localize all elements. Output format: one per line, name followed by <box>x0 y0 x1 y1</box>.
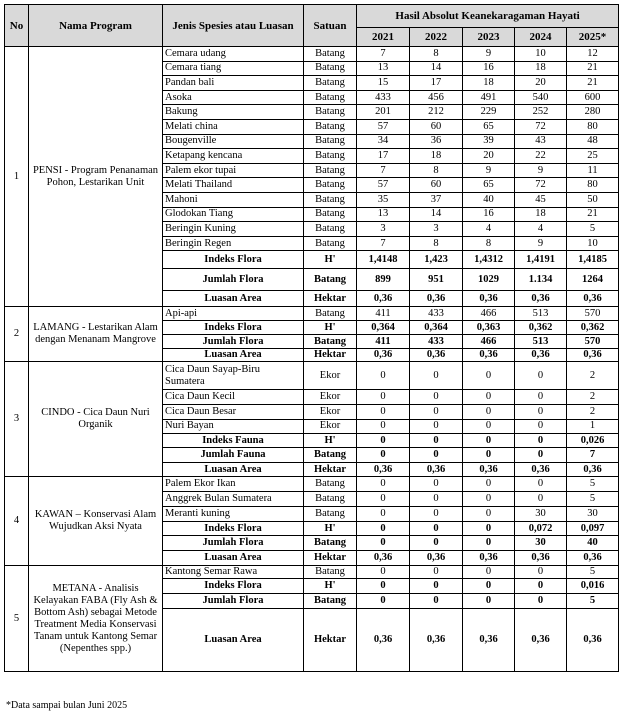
value-cell: 0,36 <box>357 551 410 566</box>
value-cell: 0 <box>515 594 567 609</box>
value-cell: 0 <box>410 507 463 522</box>
value-cell: 2 <box>567 390 619 405</box>
value-cell: 252 <box>515 105 567 120</box>
species-name: Beringin Kuning <box>163 222 304 237</box>
value-cell: 9 <box>463 47 515 62</box>
unit-cell: Batang <box>304 47 357 62</box>
species-name: Api-api <box>163 307 304 321</box>
species-name: Nuri Bayan <box>163 419 304 434</box>
unit-cell: Batang <box>304 222 357 237</box>
unit-cell: Batang <box>304 163 357 178</box>
value-cell: 899 <box>357 269 410 291</box>
value-cell: 411 <box>357 335 410 349</box>
program-number: 1 <box>5 47 29 307</box>
value-cell: 15 <box>357 76 410 91</box>
value-cell: 0 <box>410 536 463 551</box>
value-cell: 0,36 <box>463 349 515 362</box>
value-cell: 40 <box>463 192 515 207</box>
unit-cell: Batang <box>304 134 357 149</box>
header-year: 2023 <box>463 28 515 47</box>
summary-label: Jumlah Flora <box>163 536 304 551</box>
value-cell: 951 <box>410 269 463 291</box>
value-cell: 229 <box>463 105 515 120</box>
value-cell: 60 <box>410 178 463 193</box>
value-cell: 0 <box>357 448 410 463</box>
program-number: 5 <box>5 566 29 672</box>
value-cell: 0 <box>410 492 463 507</box>
value-cell: 0 <box>515 362 567 390</box>
summary-label: Luasan Area <box>163 291 304 307</box>
value-cell: 570 <box>567 335 619 349</box>
summary-label: Indeks Flora <box>163 321 304 335</box>
program-name: LAMANG - Lestarikan Alam dengan Menanam Mangrove <box>29 307 163 362</box>
summary-label: Luasan Area <box>163 463 304 477</box>
value-cell: 5 <box>567 492 619 507</box>
unit-cell: Hektar <box>304 349 357 362</box>
value-cell: 212 <box>410 105 463 120</box>
species-name: Mahoni <box>163 192 304 207</box>
value-cell: 201 <box>357 105 410 120</box>
summary-label: Indeks Fauna <box>163 434 304 448</box>
value-cell: 0 <box>463 536 515 551</box>
value-cell: 0 <box>410 566 463 579</box>
value-cell: 21 <box>567 76 619 91</box>
value-cell: 30 <box>567 507 619 522</box>
value-cell: 0 <box>463 566 515 579</box>
value-cell: 30 <box>515 536 567 551</box>
value-cell: 0 <box>357 404 410 419</box>
summary-label: Indeks Flora <box>163 579 304 594</box>
value-cell: 0,36 <box>515 349 567 362</box>
species-name: Pandan bali <box>163 76 304 91</box>
value-cell: 0,36 <box>410 463 463 477</box>
value-cell: 491 <box>463 90 515 105</box>
value-cell: 0 <box>357 492 410 507</box>
species-name: Cemara udang <box>163 47 304 62</box>
value-cell: 0,36 <box>515 291 567 307</box>
species-name: Palem Ekor Ikan <box>163 477 304 492</box>
unit-cell: Batang <box>304 594 357 609</box>
value-cell: 0,072 <box>515 522 567 536</box>
value-cell: 0 <box>410 419 463 434</box>
value-cell: 0 <box>463 448 515 463</box>
unit-cell: Batang <box>304 61 357 76</box>
value-cell: 1,4312 <box>463 251 515 269</box>
value-cell: 0,362 <box>567 321 619 335</box>
value-cell: 0 <box>357 362 410 390</box>
value-cell: 0,364 <box>410 321 463 335</box>
value-cell: 1,423 <box>410 251 463 269</box>
value-cell: 18 <box>463 76 515 91</box>
table-row <box>5 362 619 390</box>
value-cell: 0 <box>463 434 515 448</box>
value-cell: 80 <box>567 119 619 134</box>
value-cell: 0,364 <box>357 321 410 335</box>
value-cell: 0,36 <box>357 291 410 307</box>
value-cell: 1.134 <box>515 269 567 291</box>
value-cell: 0,36 <box>410 551 463 566</box>
value-cell: 21 <box>567 61 619 76</box>
value-cell: 600 <box>567 90 619 105</box>
unit-cell: H' <box>304 579 357 594</box>
value-cell: 9 <box>515 236 567 251</box>
value-cell: 0,36 <box>567 551 619 566</box>
value-cell: 0,36 <box>567 609 619 672</box>
value-cell: 0 <box>357 477 410 492</box>
value-cell: 17 <box>410 76 463 91</box>
value-cell: 16 <box>463 207 515 222</box>
value-cell: 5 <box>567 477 619 492</box>
value-cell: 0 <box>463 404 515 419</box>
program-number: 2 <box>5 307 29 362</box>
unit-cell: Batang <box>304 76 357 91</box>
unit-cell: H' <box>304 434 357 448</box>
summary-label: Indeks Flora <box>163 251 304 269</box>
value-cell: 0 <box>463 522 515 536</box>
value-cell: 57 <box>357 178 410 193</box>
value-cell: 3 <box>357 222 410 237</box>
value-cell: 8 <box>410 236 463 251</box>
unit-cell: Batang <box>304 507 357 522</box>
program-number: 4 <box>5 477 29 566</box>
unit-cell: Ekor <box>304 404 357 419</box>
value-cell: 513 <box>515 335 567 349</box>
species-name: Anggrek Bulan Sumatera <box>163 492 304 507</box>
value-cell: 36 <box>410 134 463 149</box>
value-cell: 0 <box>357 507 410 522</box>
value-cell: 0 <box>515 390 567 405</box>
value-cell: 570 <box>567 307 619 321</box>
value-cell: 0,36 <box>515 463 567 477</box>
table-body <box>5 47 619 672</box>
value-cell: 25 <box>567 149 619 164</box>
species-name: Cica Daun Kecil <box>163 390 304 405</box>
species-name: Kantong Semar Rawa <box>163 566 304 579</box>
unit-cell: Batang <box>304 448 357 463</box>
value-cell: 0,362 <box>515 321 567 335</box>
unit-cell: Batang <box>304 192 357 207</box>
value-cell: 0 <box>515 404 567 419</box>
value-cell: 0 <box>410 362 463 390</box>
value-cell: 0 <box>357 434 410 448</box>
value-cell: 11 <box>567 163 619 178</box>
value-cell: 0 <box>410 594 463 609</box>
value-cell: 65 <box>463 119 515 134</box>
value-cell: 0 <box>515 419 567 434</box>
value-cell: 0,36 <box>463 463 515 477</box>
value-cell: 0 <box>463 419 515 434</box>
value-cell: 0 <box>463 594 515 609</box>
value-cell: 8 <box>410 163 463 178</box>
header-year: 2024 <box>515 28 567 47</box>
summary-label: Luasan Area <box>163 551 304 566</box>
value-cell: 2 <box>567 362 619 390</box>
value-cell: 8 <box>463 236 515 251</box>
value-cell: 30 <box>515 507 567 522</box>
unit-cell: Batang <box>304 335 357 349</box>
value-cell: 20 <box>515 76 567 91</box>
species-name: Beringin Regen <box>163 236 304 251</box>
unit-cell: Hektar <box>304 609 357 672</box>
value-cell: 433 <box>357 90 410 105</box>
value-cell: 0 <box>357 419 410 434</box>
value-cell: 0,36 <box>410 349 463 362</box>
table-row <box>5 566 619 579</box>
value-cell: 0 <box>357 522 410 536</box>
value-cell: 5 <box>567 566 619 579</box>
value-cell: 43 <box>515 134 567 149</box>
value-cell: 8 <box>410 47 463 62</box>
value-cell: 0 <box>515 492 567 507</box>
value-cell: 466 <box>463 307 515 321</box>
value-cell: 0,36 <box>567 291 619 307</box>
unit-cell: Batang <box>304 566 357 579</box>
value-cell: 0 <box>357 579 410 594</box>
value-cell: 0,36 <box>515 551 567 566</box>
unit-cell: Ekor <box>304 419 357 434</box>
value-cell: 10 <box>515 47 567 62</box>
value-cell: 280 <box>567 105 619 120</box>
header-result: Hasil Absolut Keanekaragaman Hayati <box>357 5 619 28</box>
value-cell: 0,36 <box>357 349 410 362</box>
unit-cell: H' <box>304 321 357 335</box>
header-year: 2022 <box>410 28 463 47</box>
footnote: *Data sampai bulan Juni 2025 <box>6 700 128 711</box>
value-cell: 39 <box>463 134 515 149</box>
value-cell: 0 <box>463 507 515 522</box>
summary-label: Jumlah Flora <box>163 594 304 609</box>
header-species: Jenis Spesies atau Luasan <box>163 5 304 47</box>
species-name: Ketapang kencana <box>163 149 304 164</box>
value-cell: 0 <box>410 434 463 448</box>
value-cell: 20 <box>463 149 515 164</box>
value-cell: 0 <box>515 448 567 463</box>
value-cell: 0 <box>410 522 463 536</box>
species-name: Bougenville <box>163 134 304 149</box>
value-cell: 0 <box>410 390 463 405</box>
value-cell: 0,016 <box>567 579 619 594</box>
summary-label: Indeks Flora <box>163 522 304 536</box>
program-number: 3 <box>5 362 29 477</box>
species-name: Meranti kuning <box>163 507 304 522</box>
value-cell: 34 <box>357 134 410 149</box>
value-cell: 5 <box>567 594 619 609</box>
value-cell: 456 <box>410 90 463 105</box>
value-cell: 0 <box>515 477 567 492</box>
species-name: Asoka <box>163 90 304 105</box>
value-cell: 35 <box>357 192 410 207</box>
value-cell: 0,36 <box>357 463 410 477</box>
value-cell: 18 <box>515 207 567 222</box>
species-name: Cica Daun Sayap-Biru Sumatera <box>163 362 304 390</box>
value-cell: 45 <box>515 192 567 207</box>
table-row <box>5 47 619 62</box>
unit-cell: Hektar <box>304 291 357 307</box>
header-program: Nama Program <box>29 5 163 47</box>
unit-cell: Batang <box>304 269 357 291</box>
summary-label: Luasan Area <box>163 349 304 362</box>
value-cell: 0,026 <box>567 434 619 448</box>
value-cell: 21 <box>567 207 619 222</box>
value-cell: 7 <box>357 163 410 178</box>
summary-label: Jumlah Flora <box>163 269 304 291</box>
value-cell: 1264 <box>567 269 619 291</box>
value-cell: 5 <box>567 222 619 237</box>
value-cell: 0,36 <box>567 349 619 362</box>
unit-cell: Hektar <box>304 463 357 477</box>
value-cell: 40 <box>567 536 619 551</box>
value-cell: 0 <box>515 579 567 594</box>
value-cell: 1,4148 <box>357 251 410 269</box>
unit-cell: Ekor <box>304 362 357 390</box>
value-cell: 0 <box>463 579 515 594</box>
value-cell: 7 <box>357 236 410 251</box>
value-cell: 0 <box>463 477 515 492</box>
program-name: METANA - Analisis Kelayakan FABA (Fly Ash & Bottom Ash) sebagai Metode Treatment Media Konservasi Tanam untuk Kantong Semar (Nepenthes spp.) <box>29 566 163 672</box>
program-name: PENSI - Program Penanaman Pohon, Lestarikan Unit <box>29 47 163 307</box>
value-cell: 0 <box>357 566 410 579</box>
value-cell: 7 <box>357 47 410 62</box>
summary-label: Jumlah Fauna <box>163 448 304 463</box>
value-cell: 4 <box>515 222 567 237</box>
value-cell: 3 <box>410 222 463 237</box>
value-cell: 18 <box>515 61 567 76</box>
value-cell: 57 <box>357 119 410 134</box>
species-name: Melati Thailand <box>163 178 304 193</box>
header-year: 2025* <box>567 28 619 47</box>
value-cell: 0,363 <box>463 321 515 335</box>
header-year: 2021 <box>357 28 410 47</box>
value-cell: 0,36 <box>410 609 463 672</box>
unit-cell: Batang <box>304 477 357 492</box>
unit-cell: Batang <box>304 207 357 222</box>
value-cell: 22 <box>515 149 567 164</box>
value-cell: 1029 <box>463 269 515 291</box>
unit-cell: Batang <box>304 105 357 120</box>
value-cell: 9 <box>515 163 567 178</box>
program-name: KAWAN – Konservasi Alam Wujudkan Aksi Nyata <box>29 477 163 566</box>
value-cell: 65 <box>463 178 515 193</box>
value-cell: 540 <box>515 90 567 105</box>
value-cell: 13 <box>357 61 410 76</box>
unit-cell: H' <box>304 522 357 536</box>
value-cell: 0 <box>463 390 515 405</box>
header-no: No <box>5 5 29 47</box>
value-cell: 13 <box>357 207 410 222</box>
table-row <box>5 307 619 321</box>
value-cell: 14 <box>410 61 463 76</box>
value-cell: 0,36 <box>567 463 619 477</box>
unit-cell: Batang <box>304 536 357 551</box>
unit-cell: Batang <box>304 90 357 105</box>
species-name: Glodokan Tiang <box>163 207 304 222</box>
value-cell: 513 <box>515 307 567 321</box>
value-cell: 9 <box>463 163 515 178</box>
unit-cell: Batang <box>304 178 357 193</box>
unit-cell: Batang <box>304 236 357 251</box>
summary-label: Jumlah Flora <box>163 335 304 349</box>
value-cell: 0 <box>515 566 567 579</box>
value-cell: 16 <box>463 61 515 76</box>
value-cell: 50 <box>567 192 619 207</box>
value-cell: 1 <box>567 419 619 434</box>
species-name: Palem ekor tupai <box>163 163 304 178</box>
value-cell: 0 <box>357 390 410 405</box>
value-cell: 48 <box>567 134 619 149</box>
unit-cell: Ekor <box>304 390 357 405</box>
species-name: Cica Daun Besar <box>163 404 304 419</box>
value-cell: 37 <box>410 192 463 207</box>
value-cell: 0 <box>410 404 463 419</box>
value-cell: 0,36 <box>463 291 515 307</box>
species-name: Melati china <box>163 119 304 134</box>
biodiversity-table <box>4 4 619 672</box>
value-cell: 0 <box>357 594 410 609</box>
value-cell: 10 <box>567 236 619 251</box>
value-cell: 0 <box>463 492 515 507</box>
value-cell: 0 <box>463 362 515 390</box>
value-cell: 60 <box>410 119 463 134</box>
value-cell: 1,4191 <box>515 251 567 269</box>
table-row <box>5 477 619 492</box>
unit-cell: Batang <box>304 307 357 321</box>
program-name: CINDO - Cica Daun Nuri Organik <box>29 362 163 477</box>
value-cell: 0,36 <box>463 551 515 566</box>
value-cell: 80 <box>567 178 619 193</box>
value-cell: 4 <box>463 222 515 237</box>
value-cell: 0 <box>357 536 410 551</box>
value-cell: 12 <box>567 47 619 62</box>
unit-cell: Batang <box>304 492 357 507</box>
value-cell: 0,36 <box>410 291 463 307</box>
value-cell: 14 <box>410 207 463 222</box>
unit-cell: Hektar <box>304 551 357 566</box>
value-cell: 0,36 <box>463 609 515 672</box>
value-cell: 2 <box>567 404 619 419</box>
species-name: Cemara tiang <box>163 61 304 76</box>
value-cell: 0 <box>515 434 567 448</box>
value-cell: 433 <box>410 307 463 321</box>
value-cell: 17 <box>357 149 410 164</box>
value-cell: 0 <box>410 579 463 594</box>
value-cell: 0,36 <box>357 609 410 672</box>
value-cell: 0 <box>410 448 463 463</box>
unit-cell: Batang <box>304 149 357 164</box>
species-name: Bakung <box>163 105 304 120</box>
value-cell: 411 <box>357 307 410 321</box>
value-cell: 18 <box>410 149 463 164</box>
header-unit: Satuan <box>304 5 357 47</box>
unit-cell: Batang <box>304 119 357 134</box>
value-cell: 0,36 <box>515 609 567 672</box>
unit-cell: H' <box>304 251 357 269</box>
summary-label: Luasan Area <box>163 609 304 672</box>
value-cell: 7 <box>567 448 619 463</box>
value-cell: 0 <box>410 477 463 492</box>
value-cell: 466 <box>463 335 515 349</box>
value-cell: 72 <box>515 178 567 193</box>
value-cell: 72 <box>515 119 567 134</box>
value-cell: 433 <box>410 335 463 349</box>
value-cell: 0,097 <box>567 522 619 536</box>
value-cell: 1,4185 <box>567 251 619 269</box>
